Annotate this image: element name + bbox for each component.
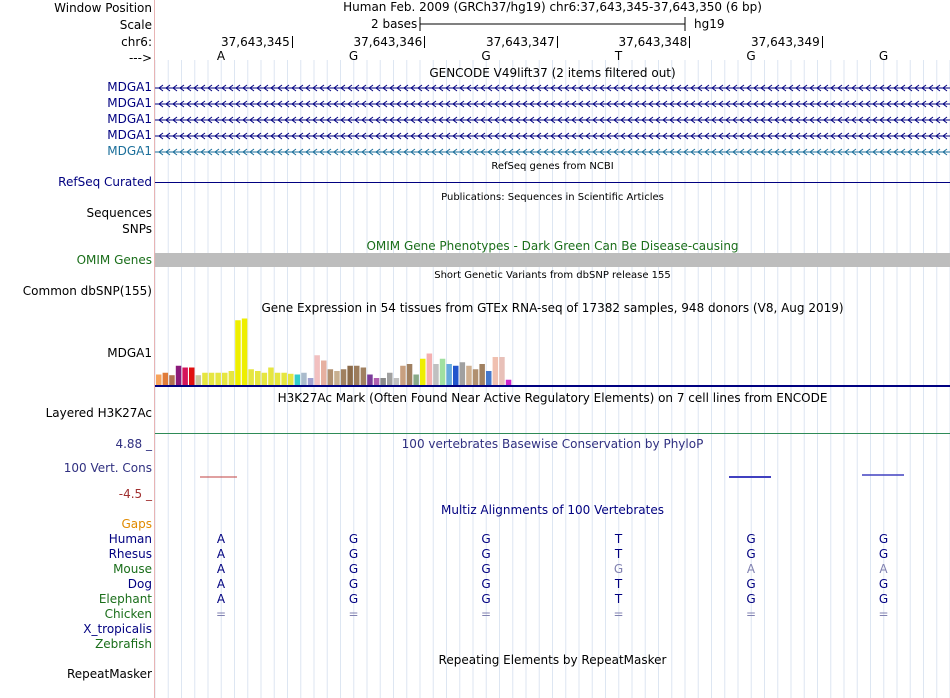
scale-text: 2 bases bbox=[371, 17, 418, 31]
alignment-base: A bbox=[879, 562, 888, 576]
gencode-transcript-label[interactable]: MDGA1 bbox=[107, 96, 152, 110]
gencode-transcript-label[interactable]: MDGA1 bbox=[107, 112, 152, 126]
gencode-title: GENCODE V49lift37 (2 items filtered out) bbox=[429, 66, 676, 80]
assembly-text: hg19 bbox=[694, 17, 725, 31]
cons-min-label: -4.5 _ bbox=[118, 487, 152, 501]
gtex-tissue-bar bbox=[328, 369, 334, 385]
gtex-tissue-bar bbox=[407, 364, 413, 385]
species-label[interactable]: Elephant bbox=[98, 592, 152, 606]
alignment-base: T bbox=[614, 592, 623, 606]
species-label[interactable]: Human bbox=[108, 532, 152, 546]
refseq-gene-line[interactable] bbox=[155, 182, 950, 183]
species-label[interactable]: Rhesus bbox=[108, 547, 152, 561]
alignment-base: T bbox=[614, 532, 623, 546]
alignment-base: G bbox=[746, 592, 756, 606]
gtex-tissue-bar bbox=[493, 357, 499, 385]
alignment-base: G bbox=[348, 592, 359, 606]
gtex-tissue-bar bbox=[281, 373, 287, 385]
scale-bar bbox=[419, 16, 687, 32]
gtex-tissue-bar bbox=[387, 373, 393, 385]
gtex-tissue-bar bbox=[202, 373, 208, 385]
gtex-tissue-bar bbox=[453, 366, 459, 385]
reference-base: A bbox=[216, 49, 226, 63]
gtex-tissue-bar bbox=[354, 366, 360, 385]
alignment-base: G bbox=[878, 592, 889, 606]
alignment-base: T bbox=[614, 547, 623, 561]
gtex-gene-label[interactable]: MDGA1 bbox=[107, 346, 152, 360]
gtex-tissue-bar bbox=[262, 373, 268, 385]
gtex-tissue-bar bbox=[215, 373, 221, 385]
gtex-tissue-bar bbox=[189, 368, 195, 386]
alignment-base: = bbox=[348, 607, 359, 621]
gtex-tissue-bar bbox=[182, 368, 188, 386]
gtex-tissue-bar bbox=[268, 368, 274, 386]
phylop-signal bbox=[155, 470, 950, 484]
gtex-tissue-bar bbox=[479, 364, 485, 385]
gtex-tissue-bar bbox=[420, 359, 426, 385]
gtex-tissue-bar bbox=[400, 366, 406, 385]
gtex-tissue-bar bbox=[255, 371, 261, 385]
gtex-tissue-bar bbox=[374, 378, 380, 385]
gtex-tissue-bar bbox=[321, 361, 327, 386]
alignment-base: T bbox=[614, 577, 623, 591]
alignment-base: = bbox=[878, 607, 889, 621]
species-label[interactable]: X_tropicalis bbox=[83, 622, 152, 636]
species-label[interactable]: Chicken bbox=[104, 607, 152, 621]
gtex-tissue-bar bbox=[413, 375, 419, 386]
coordinate-tick: 37,643,345 bbox=[221, 35, 293, 49]
cons-track-label[interactable]: 100 Vert. Cons bbox=[63, 461, 152, 475]
gtex-tissue-bar bbox=[295, 375, 301, 386]
publications-title: Publications: Sequences in Scientific Articles bbox=[441, 192, 664, 203]
species-label[interactable]: Dog bbox=[127, 577, 152, 591]
alignment-base: G bbox=[746, 532, 756, 546]
gtex-tissue-bar bbox=[196, 375, 202, 385]
gtex-tissue-bar bbox=[499, 357, 505, 385]
h3k27ac-title: H3K27Ac Mark (Often Found Near Active Regulatory Elements) on 7 cell lines from ENCODE bbox=[277, 391, 828, 405]
window-position-label: Window Position bbox=[54, 1, 152, 15]
gtex-tissue-bar bbox=[301, 373, 307, 385]
gencode-transcript-label[interactable]: MDGA1 bbox=[107, 80, 152, 94]
gtex-tissue-bar bbox=[466, 366, 472, 385]
gtex-tissue-bar bbox=[314, 355, 320, 385]
gtex-tissue-bar bbox=[163, 373, 169, 385]
omim-track-label[interactable]: OMIM Genes bbox=[76, 253, 152, 267]
track-image-area[interactable] bbox=[155, 0, 950, 698]
gtex-title: Gene Expression in 54 tissues from GTEx RNA-seq of 17382 samples, 948 donors (V8, Aug 2019) bbox=[261, 301, 844, 315]
alignment-base: G bbox=[481, 532, 491, 546]
alignment-base: A bbox=[216, 562, 226, 576]
sequences-track-label[interactable]: Sequences bbox=[86, 206, 152, 220]
alignment-base: G bbox=[878, 577, 889, 591]
coordinate-tick: 37,643,348 bbox=[619, 35, 691, 49]
species-label[interactable]: Zebrafish bbox=[95, 637, 152, 651]
alignment-base: = bbox=[613, 607, 624, 621]
gtex-tissue-bar bbox=[380, 378, 386, 385]
alignment-base: A bbox=[216, 577, 226, 591]
repeatmasker-title: Repeating Elements by RepeatMasker bbox=[438, 653, 667, 667]
gtex-tissue-bar bbox=[394, 378, 400, 385]
gtex-tissue-bar bbox=[446, 364, 452, 385]
scale-label: Scale bbox=[119, 18, 152, 32]
alignment-base: A bbox=[746, 562, 756, 576]
gtex-tissue-bar bbox=[156, 375, 162, 386]
multiz-title: Multiz Alignments of 100 Vertebrates bbox=[440, 503, 665, 517]
gtex-tissue-bar bbox=[222, 373, 228, 385]
gtex-tissue-bar bbox=[334, 371, 340, 385]
gtex-tissue-bar bbox=[248, 369, 254, 385]
reference-base: G bbox=[878, 49, 889, 63]
species-label[interactable]: Mouse bbox=[113, 562, 152, 576]
alignment-base: G bbox=[481, 577, 491, 591]
dbsnp-track-label[interactable]: Common dbSNP(155) bbox=[22, 284, 152, 298]
gtex-tissue-bar bbox=[176, 366, 182, 385]
reference-base: G bbox=[348, 49, 359, 63]
phylop-title: 100 vertebrates Basewise Conservation by PhyloP bbox=[401, 437, 704, 451]
alignment-base: G bbox=[481, 562, 491, 576]
gtex-tissue-bar bbox=[367, 375, 373, 386]
omim-title: OMIM Gene Phenotypes - Dark Green Can Be Disease-causing bbox=[366, 239, 739, 253]
alignment-base: = bbox=[745, 607, 757, 621]
refseq-track-label[interactable]: RefSeq Curated bbox=[58, 175, 152, 189]
gtex-tissue-bar bbox=[341, 369, 347, 385]
gtex-tissue-bar bbox=[169, 375, 175, 385]
gtex-tissue-bar bbox=[440, 359, 446, 385]
alignment-base: G bbox=[746, 547, 756, 561]
coordinate-tick: 37,643,347 bbox=[486, 35, 558, 49]
alignment-base: = bbox=[480, 607, 492, 621]
cons-max-label: 4.88 _ bbox=[115, 437, 152, 451]
alignment-base: A bbox=[216, 592, 226, 606]
gtex-tissue-bar bbox=[427, 354, 433, 386]
gencode-transcript-label[interactable]: MDGA1 bbox=[107, 128, 152, 142]
gtex-tissue-bar bbox=[506, 380, 512, 385]
gtex-tissue-bar bbox=[347, 366, 353, 385]
alignment-base: G bbox=[348, 547, 359, 561]
omim-gene-bar[interactable] bbox=[155, 253, 950, 267]
alignment-base: G bbox=[481, 592, 491, 606]
alignment-base: G bbox=[348, 562, 359, 576]
gencode-transcripts[interactable] bbox=[155, 78, 950, 158]
reference-base: T bbox=[614, 49, 623, 63]
gtex-tissue-bar bbox=[242, 319, 248, 386]
alignment-base: = bbox=[215, 607, 227, 621]
alignment-base: G bbox=[348, 577, 359, 591]
coordinate-tick: 37,643,346 bbox=[354, 35, 426, 49]
gaps-label: Gaps bbox=[121, 517, 152, 531]
h3k27ac-baseline bbox=[155, 433, 950, 434]
refseq-title: RefSeq genes from NCBI bbox=[491, 161, 614, 172]
alignment-base: G bbox=[481, 547, 491, 561]
gtex-tissue-bar bbox=[486, 371, 492, 385]
gtex-tissue-bar bbox=[473, 369, 479, 385]
gtex-tissue-bar bbox=[361, 368, 367, 386]
alignment-base: G bbox=[878, 532, 889, 546]
gtex-tissue-bar bbox=[235, 320, 241, 385]
snps-track-label[interactable]: SNPs bbox=[122, 222, 152, 236]
repeatmasker-track-label[interactable]: RepeatMasker bbox=[66, 667, 152, 681]
alignment-base: G bbox=[878, 547, 889, 561]
gtex-tissue-bar bbox=[229, 371, 235, 385]
reference-base: G bbox=[746, 49, 756, 63]
chr-label: chr6: bbox=[121, 35, 152, 49]
gtex-tissue-bar bbox=[275, 373, 281, 385]
gtex-tissue-bar bbox=[209, 373, 215, 385]
h3k27ac-track-label[interactable]: Layered H3K27Ac bbox=[45, 406, 152, 420]
alignment-base: G bbox=[613, 562, 624, 576]
gtex-tissue-bar bbox=[308, 378, 314, 385]
strand-label: ---> bbox=[128, 51, 152, 65]
gtex-tissue-bar bbox=[460, 362, 466, 385]
alignment-base: G bbox=[746, 577, 756, 591]
gencode-transcript-label[interactable]: MDGA1 bbox=[107, 144, 152, 158]
gtex-tissue-bar bbox=[433, 364, 439, 385]
gtex-bar-chart[interactable] bbox=[155, 312, 950, 388]
coordinate-tick: 37,643,349 bbox=[751, 35, 823, 49]
alignment-base: A bbox=[216, 547, 226, 561]
reference-base: G bbox=[481, 49, 491, 63]
dbsnp-title: Short Genetic Variants from dbSNP release 155 bbox=[434, 270, 671, 281]
gtex-tissue-bar bbox=[288, 374, 294, 385]
alignment-base: G bbox=[348, 532, 359, 546]
alignment-base: A bbox=[216, 532, 226, 546]
window-position-text: Human Feb. 2009 (GRCh37/hg19) chr6:37,643,345-37,643,350 (6 bp) bbox=[343, 0, 762, 14]
